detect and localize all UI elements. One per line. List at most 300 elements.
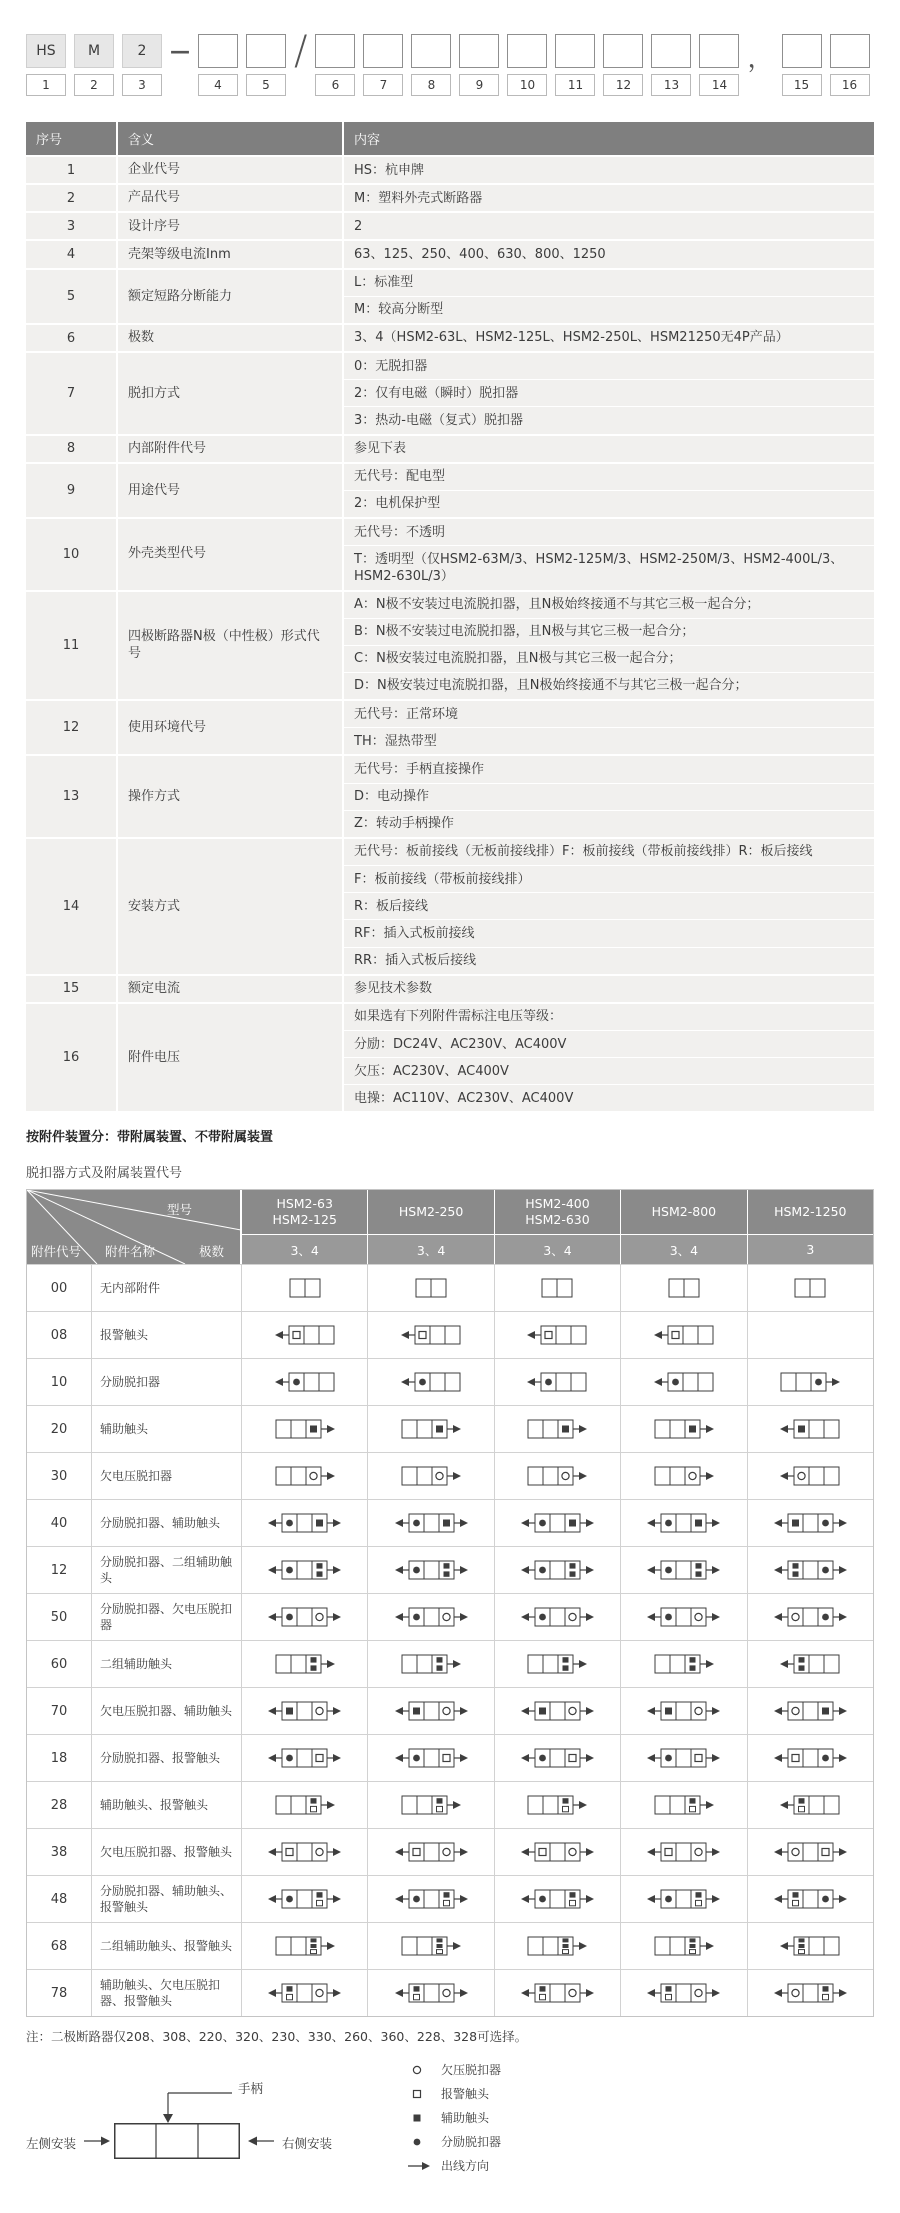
accessory-name: 无内部附件	[91, 1265, 241, 1311]
table1-row	[26, 976, 874, 1002]
breaker-accessory-diagram	[521, 1980, 594, 2006]
diagram-cell	[367, 1782, 493, 1828]
code-separator-comma: ，	[747, 44, 774, 74]
breaker-accessory-diagram	[401, 1369, 461, 1395]
diagram-cell	[367, 1876, 493, 1922]
diagram-cell	[620, 1406, 746, 1452]
accessory-code: 28	[50, 1797, 68, 1813]
legend-item	[408, 2085, 501, 2102]
accessory-name: 分励脱扣器、欠电压脱扣器	[91, 1594, 241, 1640]
row-meaning: 用途代号	[118, 464, 342, 517]
diagram-cell	[494, 1688, 620, 1734]
code-number-box: 7	[363, 74, 403, 96]
code-position-12	[603, 34, 643, 96]
diagram-cell	[494, 1735, 620, 1781]
breaker-accessory-diagram	[774, 1698, 847, 1724]
row-content	[344, 976, 874, 1002]
accessory-row	[27, 1593, 873, 1640]
row-number: 12	[26, 701, 116, 754]
breaker-accessory-diagram	[395, 1839, 468, 1865]
code-position-15	[782, 34, 822, 96]
table1-row	[26, 353, 874, 433]
breaker-accessory-diagram	[401, 1933, 461, 1959]
breaker-accessory-diagram	[668, 1275, 700, 1301]
code-value-box	[507, 34, 547, 68]
shunt-release-icon	[408, 2134, 432, 2150]
diagram-cell	[620, 1500, 746, 1546]
accessory-name: 欠电压脱扣器、报警触头	[91, 1829, 241, 1875]
code-number-box: 12	[603, 74, 643, 96]
accessory-row	[27, 1452, 873, 1499]
diagram-cell	[241, 1500, 367, 1546]
accessory-table-body	[27, 1264, 873, 2016]
breaker-accessory-diagram	[395, 1745, 468, 1771]
table1-row	[26, 185, 874, 211]
content-line: C：N极安装过电流脱扣器，且N极与其它三极一起合分；	[344, 645, 874, 672]
accessory-name: 辅助触头、报警触头	[91, 1782, 241, 1828]
row-content	[344, 519, 874, 589]
content-line: RR：插入式板后接线	[344, 947, 874, 974]
row-content	[344, 436, 874, 462]
content-line: 无代号：正常环境	[354, 706, 459, 722]
table2-title: 脱扣器方式及附属装置代号	[26, 1166, 183, 1182]
code-value-box	[782, 34, 822, 68]
breaker-accessory-diagram	[654, 1463, 714, 1489]
model-header	[241, 1190, 367, 1234]
model-header	[747, 1190, 873, 1234]
diagram-cell	[241, 1547, 367, 1593]
header-no: 序号	[26, 122, 116, 155]
code-number-box: 8	[411, 74, 451, 96]
code-number-box: 3	[122, 74, 162, 96]
diagram-cell	[747, 1359, 873, 1405]
table1-row	[26, 1004, 874, 1112]
breaker-accessory-diagram	[541, 1275, 573, 1301]
breaker-accessory-diagram	[527, 1322, 587, 1348]
row-meaning: 设计序号	[118, 213, 342, 239]
diagram-cell	[747, 1782, 873, 1828]
row-content	[344, 839, 874, 974]
row-meaning: 额定电流	[118, 976, 342, 1002]
poles-header: 3	[747, 1234, 873, 1264]
breaker-accessory-diagram	[275, 1369, 335, 1395]
accessory-code: 40	[50, 1515, 68, 1531]
diagram-cell	[367, 1500, 493, 1546]
row-content	[344, 756, 874, 836]
table1-row	[26, 464, 874, 517]
model-name: HSM2-250	[398, 1204, 464, 1220]
content-line: A：N极不安装过电流脱扣器，且N极始终接通不与其它三极一起合分；	[354, 597, 760, 612]
diagram-cell	[620, 1453, 746, 1499]
breaker-accessory-diagram	[527, 1651, 587, 1677]
code-position-7	[363, 34, 403, 96]
diagram-cell	[241, 1782, 367, 1828]
breaker-accessory-diagram	[647, 1980, 720, 2006]
breaker-accessory-diagram	[647, 1698, 720, 1724]
breaker-accessory-diagram	[289, 1275, 321, 1301]
row-number: 15	[26, 976, 116, 1002]
breaker-accessory-diagram	[395, 1698, 468, 1724]
table1-row	[26, 241, 874, 267]
breaker-accessory-diagram	[521, 1510, 594, 1536]
code-separator-dash: —	[170, 39, 190, 63]
diagram-cell	[494, 1406, 620, 1452]
code-value-box	[363, 34, 403, 68]
model-header	[620, 1190, 746, 1234]
breaker-accessory-diagram	[654, 1792, 714, 1818]
row-meaning: 操作方式	[118, 756, 342, 836]
row-meaning: 额定短路分断能力	[118, 270, 342, 323]
diagram-cell	[494, 1265, 620, 1311]
diagram-cell	[620, 1970, 746, 2016]
code-number-box: 16	[830, 74, 870, 96]
accessory-row	[27, 1499, 873, 1546]
row-content	[344, 1004, 874, 1112]
row-number: 16	[26, 1004, 116, 1112]
legend-label: 报警触头	[441, 2087, 490, 2102]
breaker-accessory-diagram	[521, 1604, 594, 1630]
row-meaning: 企业代号	[118, 157, 342, 183]
diagram-cell	[367, 1359, 493, 1405]
diagram-cell	[494, 1547, 620, 1593]
content-line: 无代号：手柄直接操作	[354, 761, 485, 777]
breaker-accessory-diagram	[275, 1322, 335, 1348]
table1-row	[26, 325, 874, 351]
code-number-box: 1	[26, 74, 66, 96]
content-line: B：N极不安装过电流脱扣器，且N极与其它三极一起合分；	[344, 618, 874, 645]
corner-name-label: 附件名称	[105, 1244, 156, 1260]
diagram-cell	[241, 1970, 367, 2016]
content-line: 参见技术参数	[354, 981, 433, 997]
diagram-cell	[494, 1594, 620, 1640]
code-number-box: 11	[555, 74, 595, 96]
breaker-accessory-diagram	[647, 1557, 720, 1583]
row-meaning: 四极断路器N极（中性极）形式代号	[118, 592, 342, 700]
accessory-name: 分励脱扣器	[91, 1359, 241, 1405]
accessory-code: 70	[50, 1703, 68, 1719]
code-position-6	[315, 34, 355, 96]
legend-label: 辅助触头	[441, 2111, 490, 2126]
diagram-cell	[494, 1970, 620, 2016]
breaker-accessory-diagram	[401, 1651, 461, 1677]
breaker-accessory-diagram	[527, 1416, 587, 1442]
row-meaning: 产品代号	[118, 185, 342, 211]
accessory-row	[27, 1405, 873, 1452]
breaker-accessory-diagram	[527, 1463, 587, 1489]
table1-row	[26, 756, 874, 836]
breaker-accessory-diagram	[268, 1698, 341, 1724]
code-position-14	[699, 34, 739, 96]
code-position-3	[122, 34, 162, 96]
content-line: D：N极安装过电流脱扣器，且N极始终接通不与其它三极一起合分；	[344, 672, 874, 699]
code-separator-slash: /	[294, 28, 308, 74]
content-line: 3、4（HSM2-63L、HSM2-125L、HSM2-250L、HSM21250无4P产品）	[354, 330, 789, 346]
breaker-accessory-diagram	[268, 1886, 341, 1912]
breaker-accessory-diagram	[521, 1698, 594, 1724]
breaker-accessory-diagram	[268, 1839, 341, 1865]
content-line: Z：转动手柄操作	[344, 810, 874, 837]
row-number: 4	[26, 241, 116, 267]
diagram-cell	[367, 1970, 493, 2016]
row-content	[344, 213, 874, 239]
row-number: 8	[26, 436, 116, 462]
model-name: HSM2-1250	[774, 1204, 847, 1220]
accessory-code: 18	[50, 1750, 68, 1766]
accessory-row	[27, 1875, 873, 1922]
code-value-box	[651, 34, 691, 68]
content-line: 63、125、250、400、630、800、1250	[354, 246, 606, 262]
diagram-cell	[494, 1312, 620, 1358]
breaker-accessory-diagram	[654, 1322, 714, 1348]
accessory-name: 分励脱扣器、辅助触头、报警触头	[91, 1876, 241, 1922]
code-position-2	[74, 34, 114, 96]
accessory-name: 辅助触头、欠电压脱扣器、报警触头	[91, 1970, 241, 2016]
diagram-cell	[241, 1923, 367, 1969]
content-line: 无代号：配电型	[354, 469, 446, 485]
row-content	[344, 325, 874, 351]
breaker-accessory-diagram	[521, 1745, 594, 1771]
diagram-cell	[241, 1265, 367, 1311]
accessory-row	[27, 1969, 873, 2016]
breaker-accessory-diagram	[774, 1980, 847, 2006]
diagram-cell	[367, 1594, 493, 1640]
diagram-cell	[747, 1829, 873, 1875]
row-number: 13	[26, 756, 116, 836]
content-line: 欠压：AC230V、AC400V	[344, 1057, 874, 1084]
diagram-cell	[367, 1923, 493, 1969]
breaker-accessory-diagram	[647, 1604, 720, 1630]
accessory-code-table	[26, 1189, 874, 2017]
diagram-cell	[747, 1641, 873, 1687]
poles-header: 3、4	[620, 1234, 746, 1264]
row-meaning: 使用环境代号	[118, 701, 342, 754]
content-line: 无代号：不透明	[354, 524, 446, 540]
code-position-10	[507, 34, 547, 96]
code-value-box: M	[74, 34, 114, 68]
accessory-table-header	[27, 1190, 873, 1264]
breaker-accessory-diagram	[268, 1604, 341, 1630]
left-mount-label: 左侧安装	[26, 2136, 77, 2152]
meaning-table-header	[26, 122, 874, 155]
accessory-code: 08	[50, 1327, 68, 1343]
corner-code-label: 附件代号	[31, 1244, 82, 1260]
legend-item	[408, 2061, 501, 2078]
legend-item	[408, 2109, 501, 2126]
row-content	[344, 592, 874, 700]
diagram-cell	[241, 1688, 367, 1734]
diagram-cell	[241, 1453, 367, 1499]
accessory-code: 60	[50, 1656, 68, 1672]
breaker-accessory-diagram	[401, 1416, 461, 1442]
breaker-accessory-diagram	[654, 1416, 714, 1442]
breaker-accessory-diagram	[780, 1369, 840, 1395]
breaker-accessory-diagram	[774, 1604, 847, 1630]
diagram-cell	[367, 1265, 493, 1311]
row-content	[344, 185, 874, 211]
accessory-row	[27, 1311, 873, 1358]
code-position-8	[411, 34, 451, 96]
row-meaning: 内部附件代号	[118, 436, 342, 462]
diagram-cell	[747, 1406, 873, 1452]
breaker-accessory-diagram	[647, 1839, 720, 1865]
breaker-accessory-diagram	[395, 1980, 468, 2006]
diagram-cell	[367, 1406, 493, 1452]
code-position-16	[830, 34, 870, 96]
diagram-cell	[241, 1829, 367, 1875]
row-number: 14	[26, 839, 116, 974]
model-header	[367, 1190, 493, 1234]
row-number: 10	[26, 519, 116, 589]
breaker-accessory-diagram	[780, 1651, 840, 1677]
mounting-diagram	[26, 2077, 366, 2187]
code-value-box	[830, 34, 870, 68]
diagram-cell	[747, 1312, 873, 1358]
diagram-cell	[747, 1594, 873, 1640]
diagram-cell	[494, 1876, 620, 1922]
accessory-code: 38	[50, 1844, 68, 1860]
code-value-box	[459, 34, 499, 68]
model-name: HSM2-63	[276, 1195, 333, 1211]
content-line: 电操：AC110V、AC230V、AC400V	[344, 1084, 874, 1111]
content-line: F：板前接线（带板前接线排）	[344, 865, 874, 892]
diagram-cell	[494, 1829, 620, 1875]
content-line: RF：插入式板前接线	[344, 919, 874, 946]
diagram-cell	[747, 1688, 873, 1734]
row-meaning: 外壳类型代号	[118, 519, 342, 589]
legend-label: 欠压脱扣器	[441, 2063, 502, 2078]
diagram-cell	[747, 1876, 873, 1922]
diagram-cell	[620, 1641, 746, 1687]
row-number: 9	[26, 464, 116, 517]
table1-row	[26, 157, 874, 183]
table1-row	[26, 519, 874, 589]
accessory-code: 50	[50, 1609, 68, 1625]
breaker-accessory-diagram	[395, 1886, 468, 1912]
breaker-accessory-diagram	[401, 1792, 461, 1818]
breaker-accessory-diagram	[268, 1745, 341, 1771]
breaker-accessory-diagram	[647, 1510, 720, 1536]
code-number-box: 15	[782, 74, 822, 96]
row-meaning: 安装方式	[118, 839, 342, 974]
code-value-box: HS	[26, 34, 66, 68]
accessory-row	[27, 1358, 873, 1405]
content-line: 如果选有下列附件需标注电压等级：	[354, 1009, 563, 1025]
accessory-row	[27, 1546, 873, 1593]
breaker-accessory-diagram	[275, 1792, 335, 1818]
diagram-cell	[494, 1500, 620, 1546]
diagram-cell	[367, 1735, 493, 1781]
handle-pointer-icon	[138, 2085, 234, 2123]
breaker-accessory-diagram	[275, 1416, 335, 1442]
diagram-cell	[747, 1453, 873, 1499]
breaker-accessory-diagram	[268, 1557, 341, 1583]
diagram-cell	[747, 1500, 873, 1546]
diagram-cell	[367, 1688, 493, 1734]
diagram-cell	[620, 1735, 746, 1781]
meaning-table-body	[26, 157, 874, 1111]
breaker-accessory-diagram	[521, 1839, 594, 1865]
diagram-cell	[620, 1782, 746, 1828]
code-position-1	[26, 34, 66, 96]
code-value-box	[198, 34, 238, 68]
content-line: HS：杭申牌	[354, 162, 425, 178]
breaker-accessory-diagram	[395, 1557, 468, 1583]
breaker-accessory-diagram	[401, 1463, 461, 1489]
content-line: T：透明型（仅HSM2-63M/3、HSM2-125M/3、HSM2-250M/3、HSM2-400L/3、HSM2-630L/3）	[344, 545, 874, 589]
row-number: 6	[26, 325, 116, 351]
breaker-accessory-diagram	[774, 1557, 847, 1583]
breaker-accessory-diagram	[521, 1886, 594, 1912]
meaning-table	[26, 122, 874, 1111]
diagram-cell	[367, 1641, 493, 1687]
diagram-cell	[620, 1876, 746, 1922]
model-header	[494, 1190, 620, 1234]
accessory-row	[27, 1922, 873, 1969]
legend	[408, 2061, 501, 2174]
content-line: D：电动操作	[344, 783, 874, 810]
diagram-cell	[241, 1359, 367, 1405]
diagram-cell	[747, 1970, 873, 2016]
table1-row	[26, 270, 874, 323]
handle-label: 手柄	[238, 2081, 264, 2097]
row-number: 11	[26, 592, 116, 700]
breaker-accessory-diagram	[268, 1510, 341, 1536]
row-meaning: 壳架等级电流Inm	[118, 241, 342, 267]
diagram-cell	[494, 1782, 620, 1828]
code-number-box: 9	[459, 74, 499, 96]
poles-header: 3、4	[494, 1234, 620, 1264]
breaker-accessory-diagram	[780, 1792, 840, 1818]
model-name: HSM2-125	[272, 1212, 337, 1228]
row-content	[344, 701, 874, 754]
content-line: TH：湿热带型	[344, 727, 874, 754]
breaker-accessory-diagram	[654, 1369, 714, 1395]
accessory-code: 68	[50, 1938, 68, 1954]
model-name: HSM2-630	[525, 1212, 590, 1228]
diagram-cell	[620, 1594, 746, 1640]
undervoltage-release-icon	[408, 2062, 432, 2078]
row-content	[344, 241, 874, 267]
code-value-box	[555, 34, 595, 68]
code-number-box: 2	[74, 74, 114, 96]
row-meaning: 极数	[118, 325, 342, 351]
legend-item	[408, 2157, 501, 2174]
breaker-accessory-diagram	[774, 1839, 847, 1865]
outgoing-direction-icon	[408, 2158, 432, 2174]
content-line: 0：无脱扣器	[354, 358, 428, 374]
row-number: 5	[26, 270, 116, 323]
content-line: 2	[354, 218, 363, 234]
accessory-code: 78	[50, 1985, 68, 2001]
diagram-cell	[620, 1688, 746, 1734]
breaker-accessory-diagram	[654, 1651, 714, 1677]
diagram-cell	[241, 1735, 367, 1781]
content-line: M：塑料外壳式断路器	[354, 190, 483, 206]
content-line: 参见下表	[354, 441, 407, 457]
legend-item	[408, 2133, 501, 2150]
diagram-cell	[241, 1594, 367, 1640]
code-number-box: 13	[651, 74, 691, 96]
auxiliary-contact-icon	[408, 2110, 432, 2126]
breaker-accessory-diagram	[527, 1933, 587, 1959]
accessory-row	[27, 1687, 873, 1734]
corner-pole-label: 极数	[199, 1244, 225, 1260]
content-line: R：板后接线	[344, 892, 874, 919]
model-name: HSM2-400	[525, 1195, 590, 1211]
diagram-cell	[620, 1923, 746, 1969]
content-line: 无代号：板前接线（无板前接线排）F：板前接线（带板前接线排）R：板后接线	[354, 844, 813, 860]
code-value-box	[411, 34, 451, 68]
